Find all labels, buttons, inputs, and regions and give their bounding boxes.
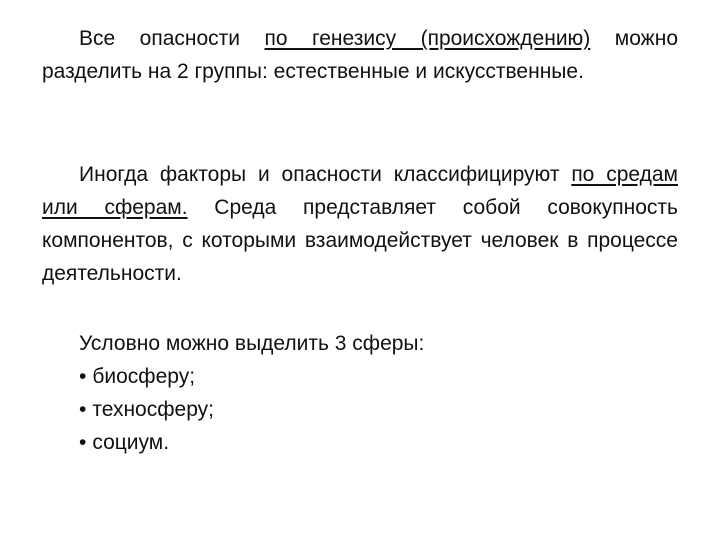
- paragraph-genesis-underlined: по генезису (происхождению): [264, 27, 591, 50]
- paragraph-environments: [42, 158, 678, 290]
- list-item-biosphere: [79, 360, 679, 393]
- bullet-icon: •: [79, 398, 87, 421]
- paragraph-genesis-text-end: можно разделить на 2 группы: естественные и искусственные.: [42, 27, 679, 83]
- list-item-label: техносферу;: [92, 398, 214, 421]
- spheres-list: [79, 327, 679, 459]
- paragraph-environments-text-end: Среда представляет собой совокупность компонентов, с которыми взаимодействует человек в процессе деятельности.: [42, 196, 678, 285]
- paragraph-genesis: [42, 22, 678, 88]
- list-item-technosphere: [79, 393, 679, 426]
- list-item-label: социум.: [92, 431, 170, 454]
- spheres-intro: Условно можно выделить 3 сферы:: [79, 332, 425, 355]
- paragraph-environments-text-start: Иногда факторы и опасности классифицируют: [79, 163, 572, 186]
- paragraph-environments-underlined: по средам или сферам.: [42, 163, 678, 219]
- paragraph-genesis-text-start: Все опасности: [79, 27, 265, 50]
- list-item-society: [79, 426, 679, 459]
- bullet-icon: •: [79, 431, 87, 454]
- bullet-icon: •: [79, 365, 87, 388]
- list-item-label: биосферу;: [92, 365, 196, 388]
